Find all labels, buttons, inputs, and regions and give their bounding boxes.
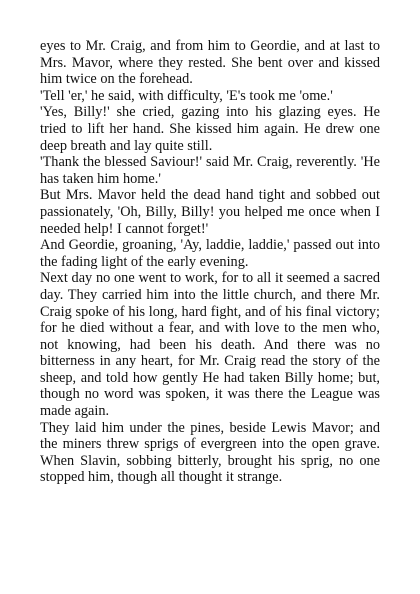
paragraph-mr-craig-reverent: 'Thank the blessed Saviour!' said Mr. Craig, reverently. 'He has taken him home.' bbox=[40, 154, 380, 187]
book-page-text bbox=[40, 38, 380, 486]
paragraph-mrs-mavor-sobs: But Mrs. Mavor held the dead hand tight and sobbed out passionately, 'Oh, Billy, Billy! you helped me once when I needed help! I cannot forget!' bbox=[40, 187, 380, 237]
paragraph-burial: They laid him under the pines, beside Lewis Mavor; and the miners threw sprigs of evergreen into the open grave. When Slavin, sobbing bitterly, brought his sprig, no one stopped him, though all thought it strange. bbox=[40, 419, 380, 486]
paragraph-continued: eyes to Mr. Craig, and from him to Geordie, and at last to Mrs. Mavor, where they rested. She bent over and kissed him twice on the forehead. bbox=[40, 38, 380, 88]
paragraph-next-day: Next day no one went to work, for to all it seemed a sacred day. They carried him into the little church, and there Mr. Craig spoke of his long, hard fight, and of his final victory; for he died without a fear, and with love to the men who, not knowing, had been his death. And there was no bitterness in any heart, for Mr. Craig read the story of the sheep, and told how gently He had taken Billy home; but, though no word was spoken, it was there the League was made again. bbox=[40, 270, 380, 420]
paragraph-geordie-groaning: And Geordie, groaning, 'Ay, laddie, laddie,' passed out into the fading light of the early evening. bbox=[40, 237, 380, 270]
paragraph-mrs-mavor-cries: 'Yes, Billy!' she cried, gazing into his glazing eyes. He tried to lift her hand. She kissed him again. He drew one deep breath and lay quite still. bbox=[40, 104, 380, 154]
paragraph-billy-speaks: 'Tell 'er,' he said, with difficulty, 'E's took me 'ome.' bbox=[40, 87, 333, 104]
